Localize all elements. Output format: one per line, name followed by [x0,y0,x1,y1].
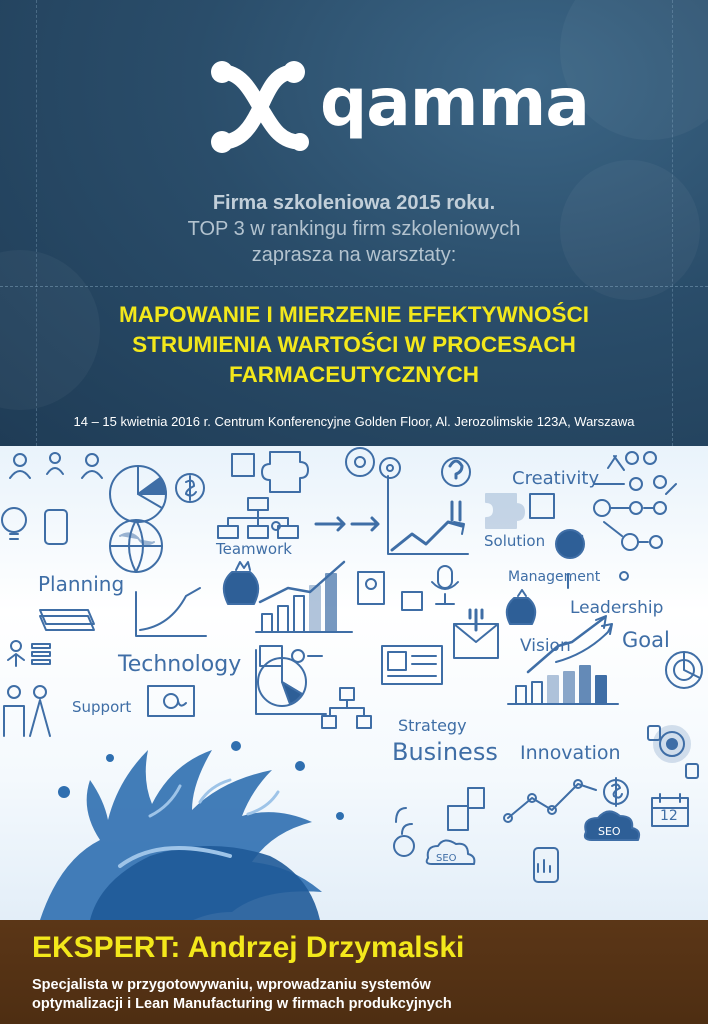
event-details: 14 – 15 kwietnia 2016 r. Centrum Konferencyjne Golden Floor, Al. Jerozolimskie 123A, Warszawa [73,414,635,429]
expert-description [32,976,672,1014]
lightbulb-icon [2,508,26,539]
money-bag-icon [224,562,258,604]
header-banner [0,0,708,446]
line-graph-icon [504,780,596,822]
word-technology: Technology [118,652,242,677]
word-teamwork: Teamwork [216,540,292,558]
word-business: Business [392,738,498,766]
strategy-flow-icon [322,688,371,728]
flow-diagram-icon [594,452,676,550]
word-management: Management [508,569,601,585]
word-strategy: Strategy [398,716,467,735]
gears-icon [346,448,400,478]
intro-line-3: zaprasza na warsztaty: [251,244,457,266]
word-planning: Planning [38,572,125,596]
word-goal: Goal [622,628,670,652]
gear-icon [648,726,698,778]
title-line-2: STRUMIENIA WARTOŚCI W PROCESACH [132,332,576,357]
brand-logo [208,58,589,158]
divider-line [0,286,708,287]
expert-desc-line-2: optymalizacji i Lean Manufacturing w firmach produkcyjnych [32,996,452,1012]
word-seo: SEO [598,825,621,838]
org-chart-icon [218,498,298,538]
word-innovation: Innovation [520,742,621,764]
word-creativity: Creativity [512,468,600,489]
bar-chart-icon [256,562,352,632]
envelope-icon [454,610,498,658]
splash-image [40,741,344,920]
expert-footer [0,920,708,1024]
brand-name: qamma [320,64,589,141]
people-icon [10,453,102,478]
word-solution: Solution [484,532,546,550]
puzzle-icon [232,452,554,528]
globe-icon [110,520,162,572]
microphone-icon [432,566,458,604]
business-doodle-illustration [0,446,708,920]
title-line-1: MAPOWANIE I MIERZENIE EFEKTYWNOŚCI [118,302,590,327]
calendar-number: 12 [660,808,678,824]
dollar-icon [176,474,204,502]
doodle-drawing [0,446,708,920]
growth-chart-icon [388,476,468,554]
team-icons [4,641,50,736]
word-seo: SEO [436,853,457,864]
word-support: Support [72,698,132,716]
word-leadership: Leadership [570,598,664,618]
title-line-3: FARMACEUTYCZNYCH [229,362,479,387]
logo-mark-icon [208,58,318,158]
expert-desc-line-1: Specjalista w przygotowywaniu, wprowadzaniu systemów [32,977,431,993]
expert-name: EKSPERT: Andrzej Drzymalski [32,931,465,964]
planning-chart-icon [136,588,206,636]
technology-chart-icon [256,646,326,714]
intro-text [0,190,708,268]
question-icon [442,458,470,520]
pie-chart-icon [110,466,166,522]
at-sign-icon [148,686,194,716]
word-vision: Vision [520,636,571,656]
intro-line-1: Firma szkoleniowa 2015 roku. [212,192,496,214]
intro-line-2: TOP 3 w rankingu firm szkoleniowych [187,218,521,240]
workshop-title [40,300,668,390]
